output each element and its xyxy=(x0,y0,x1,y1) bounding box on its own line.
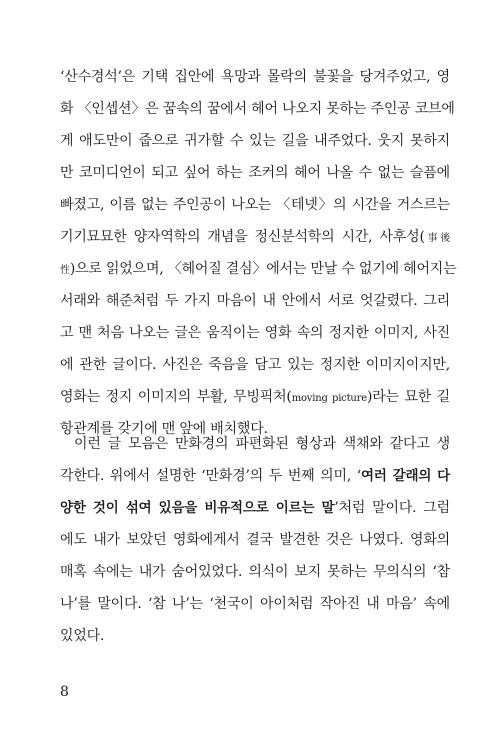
text-line xyxy=(60,524,450,556)
text-span: )으로 읽었으며, 〈헤어질 결심〉에서는 만날 수 없기에 헤어지는 xyxy=(69,261,457,277)
text-line xyxy=(60,125,450,157)
text-line xyxy=(60,93,455,125)
emphasized-text: 양한 것이 섞여 있음을 비유적으로 이르는 말 xyxy=(60,500,335,516)
text-span: 화 〈인셉션〉은 꿈속의 꿈에서 헤어 나오지 못하는 주인공 코브에 xyxy=(60,101,455,117)
text-line xyxy=(60,189,450,221)
text-span: 영화는 정지 이미지의 부활, 무빙픽처( xyxy=(60,389,292,405)
page-number: 8 xyxy=(60,684,69,700)
text-span: 매혹 속에는 내가 숨어있었다. 의식이 보지 못하는 무의식의 ‘참 xyxy=(60,564,450,580)
text-line xyxy=(60,61,450,93)
text-line xyxy=(60,381,450,413)
text-line xyxy=(60,253,457,285)
text-line xyxy=(60,620,450,652)
text-span: ‘산수경석’은 기택 집안에 욕망과 몰락의 불꽃을 당겨주었고, 영 xyxy=(60,69,450,85)
text-line xyxy=(60,428,450,460)
text-span: 있었다. xyxy=(60,628,105,644)
text-span: 게 애도만이 줍으로 귀가할 수 있는 길을 내주었다. 웃지 못하지 xyxy=(60,133,450,149)
text-span: 性 xyxy=(60,265,70,276)
text-span: ’처럼 말이다. 그럼 xyxy=(334,500,450,516)
text-line xyxy=(60,588,450,620)
paragraph-1 xyxy=(60,61,457,445)
text-line xyxy=(60,492,450,524)
text-line xyxy=(60,460,450,492)
text-span: moving picture xyxy=(291,393,367,404)
text-line xyxy=(60,221,450,253)
text-span: 서래와 해준처럼 두 가지 마음이 내 안에서 서로 엇갈렸다. 그리 xyxy=(60,293,450,309)
text-line xyxy=(60,285,450,317)
book-page xyxy=(60,0,457,750)
text-span: 이런 글 모음은 만화경의 파편화된 형상과 색채와 같다고 생 xyxy=(74,436,450,452)
text-span: 항관계를 갖기에 맨 앞에 배치했다. xyxy=(60,421,268,437)
text-span: )라는 묘한 길 xyxy=(366,389,450,405)
text-span: 에도 내가 보았던 영화에게서 결국 발견한 것은 나였다. 영화의 xyxy=(60,532,450,548)
text-span: 빠졌고, 이름 없는 주인공이 나오는 〈테넷〉의 시간을 거스르는 xyxy=(60,197,450,213)
text-span: 나’를 말이다. ‘참 나’는 ‘천국이 아이처럼 작아진 내 마음’ 속에 xyxy=(60,596,450,612)
text-line xyxy=(60,317,450,349)
emphasized-text: 여러 갈래의 다 xyxy=(361,468,450,484)
text-line xyxy=(60,556,450,588)
paragraph-2 xyxy=(60,428,450,652)
text-span: 고 맨 처음 나오는 글은 움직이는 영화 속의 정지한 이미지, 사진 xyxy=(60,325,450,341)
text-span: 기기묘묘한 양자역학의 개념을 정신분석학의 시간, 사후성( xyxy=(60,229,425,245)
text-span: 각한다. 위에서 설명한 ‘만화경’의 두 번째 의미, ‘ xyxy=(60,468,362,484)
text-line xyxy=(60,157,450,189)
text-line xyxy=(60,349,450,381)
text-span: 만 코미디언이 되고 싶어 하는 조커의 헤어 나올 수 없는 슬픔에 xyxy=(60,165,450,181)
text-span: 事後 xyxy=(424,233,450,244)
text-span: 에 관한 글이다. 사진은 죽음을 담고 있는 정지한 이미지이지만, xyxy=(60,357,450,373)
